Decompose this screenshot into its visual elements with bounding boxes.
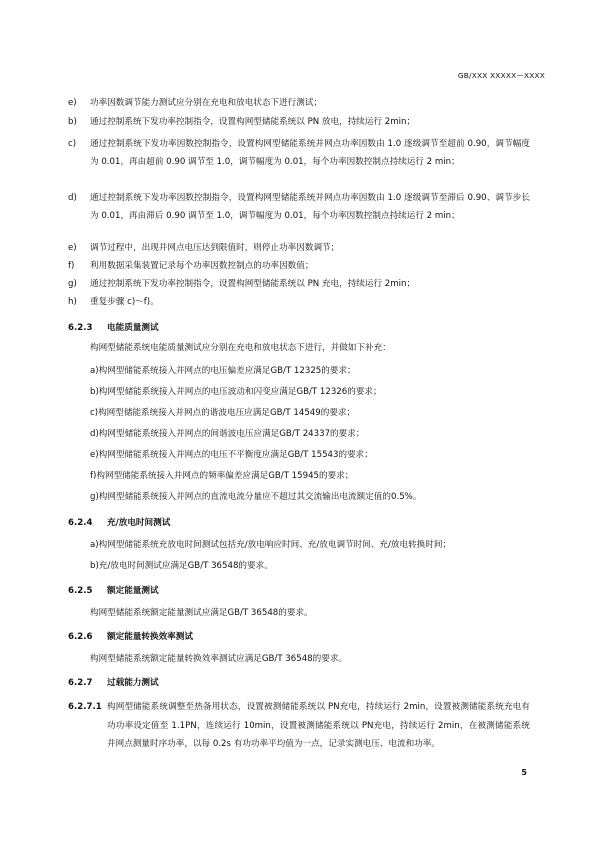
list-item-label: e) bbox=[68, 98, 77, 108]
list-item bbox=[68, 261, 530, 273]
list-item-text: 通过控制系统下发功率控制指令，设置构网型储能系统以 PN 放电，持续运行 2min； bbox=[90, 117, 416, 127]
list-item bbox=[68, 117, 530, 129]
subsection-text: 构网型储能系统调整至热备用状态，设置被测储能系统以 PN充电，持续运行 2min，设置被测储能系统充电有功功率设定值至 1.1PN，连续运行 10min，设置被测储能系统以 PN充电，持续运行 2min，在被测储能系统并网点测量时序功率，以每 0.2s 有功功率平均值为一点，记录实测电压、电流和功率。 bbox=[107, 702, 530, 749]
list-item: c)构网型储能系统接入并网点的谐波电压应满足GB/T 14549的要求； bbox=[90, 408, 356, 418]
section-text: 构网型储能系统额定能量测试应满足GB/T 36548的要求。 bbox=[90, 608, 313, 618]
list-item: d)构网型储能系统接入并网点的间谐波电压应满足GB/T 24337的要求； bbox=[90, 429, 365, 439]
section-title: 额定能量测试 bbox=[107, 586, 159, 596]
list-item-label: d) bbox=[68, 193, 77, 203]
list-item: a)构网型储能系统充放电时间测试包括充/放电响应时间、充/放电调节时间、充/放电转换时间； bbox=[90, 540, 452, 550]
list-item: e)构网型储能系统接入并网点的电压不平衡度应满足GB/T 15543的要求； bbox=[90, 450, 373, 460]
section-title: 充/放电时间测试 bbox=[107, 518, 171, 528]
list-item-text: 功率因数调节能力测试应分别在充电和放电状态下进行测试； bbox=[90, 98, 323, 108]
list-item bbox=[68, 135, 530, 171]
section-number: 6.2.4 bbox=[68, 518, 93, 528]
list-item-label: c) bbox=[68, 139, 77, 149]
list-item-text: 调节过程中，出现并网点电压达到限值时，则停止功率因数调节； bbox=[90, 243, 340, 253]
list-item-text: 通过控制系统下发功率控制指令，设置构网型储能系统以 PN 充电，持续运行 2min； bbox=[90, 279, 416, 289]
list-item: a)构网型储能系统接入并网点的电压偏差应满足GB/T 12325的要求； bbox=[90, 366, 356, 376]
list-item-text: 利用数据采集装置记录每个功率因数控制点的功率因数值； bbox=[90, 261, 314, 271]
section-number: 6.2.3 bbox=[68, 323, 93, 333]
list-item: g)构网型储能系统接入并网点的直流电流分量应不超过其交流输出电流额定值的0.5%。 bbox=[90, 492, 422, 502]
section-title: 电能质量测试 bbox=[107, 323, 159, 333]
list-item-label: b) bbox=[68, 117, 77, 127]
section-text: 构网型储能系统额定能量转换效率测试应满足GB/T 36548的要求。 bbox=[90, 654, 348, 664]
list-item bbox=[68, 279, 530, 291]
list-item: f)构网型储能系统接入并网点的频率偏差应满足GB/T 15945的要求； bbox=[90, 471, 354, 481]
section-title: 额定能量转换效率测试 bbox=[107, 632, 193, 642]
section-number: 6.2.5 bbox=[68, 586, 93, 596]
list-item-text: 通过控制系统下发功率因数控制指令，设置构网型储能系统并网点功率因数由 1.0 逐级调节至滞后 0.90、调节步长为 0.01，再由滞后 0.90 调节至 1.0，调节幅度为 0.01，每个功率因数控制点持续运行 2 min； bbox=[90, 193, 530, 221]
list-item bbox=[68, 297, 530, 309]
list-item: b)构网型储能系统接入并网点的电压波动和闪变应满足GB/T 12326的要求； bbox=[90, 387, 382, 397]
subsection-6-2-7-1 bbox=[68, 698, 530, 754]
section-title: 过载能力测试 bbox=[107, 678, 159, 688]
list-item bbox=[68, 189, 530, 225]
list-item bbox=[68, 243, 530, 255]
list-item-text: 重复步骤 c)～f)。 bbox=[90, 297, 159, 307]
page-number: 5 bbox=[521, 768, 527, 777]
list-item bbox=[68, 98, 530, 110]
list-item-label: g) bbox=[68, 279, 77, 289]
subsection-number: 6.2.7.1 bbox=[68, 702, 102, 712]
list-item: b)充/放电时间测试应满足GB/T 36548的要求。 bbox=[90, 561, 273, 571]
section-number: 6.2.6 bbox=[68, 632, 93, 642]
section-number: 6.2.7 bbox=[68, 678, 93, 688]
list-item-label: h) bbox=[68, 297, 77, 307]
section-intro: 构网型储能系统电能质量测试应分别在充电和放电状态下进行，并做如下补充： bbox=[90, 343, 391, 353]
list-item-text: 通过控制系统下发功率因数控制指令，设置构网型储能系统并网点功率因数由 1.0 逐级调节至超前 0.90，调节幅度为 0.01，再由超前 0.90 调节至 1.0，调节幅度为 0.01，每个功率因数控制点持续运行 2 min； bbox=[90, 139, 530, 167]
document-id-header: GB/XXX XXXXX—XXXX bbox=[457, 71, 545, 80]
list-item-label: e) bbox=[68, 243, 77, 253]
list-item-label: f) bbox=[68, 261, 75, 271]
